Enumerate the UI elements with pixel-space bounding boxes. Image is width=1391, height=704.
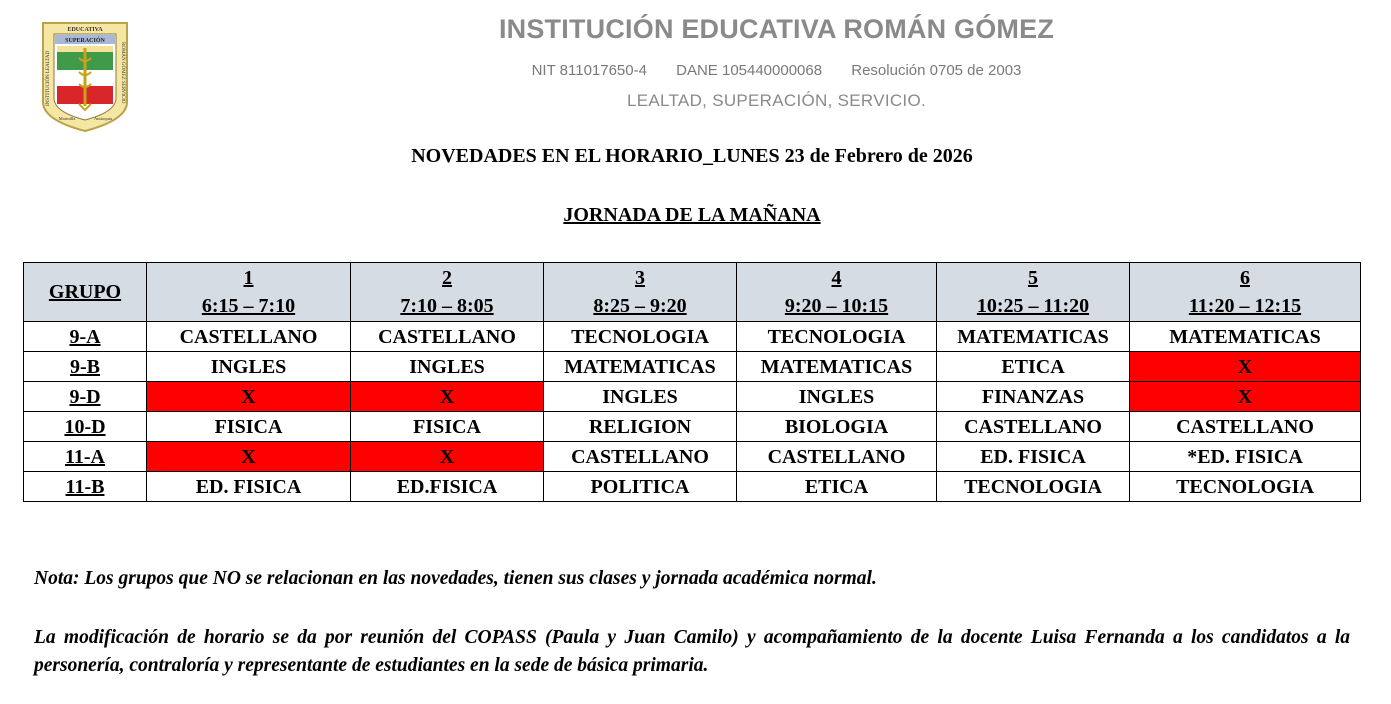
column-header-group: GRUPO: [24, 263, 147, 322]
table-row: [24, 442, 1361, 472]
subject-cell: ETICA: [737, 472, 937, 502]
column-header-period: 2 7:10 – 8:05: [351, 263, 544, 322]
institution-ids: NIT 811017650-4 DANE 105440000068 Resolución 0705 de 2003: [531, 62, 1022, 79]
subject-cell: INGLES: [147, 352, 351, 382]
subject-cell: FINANZAS: [937, 382, 1130, 412]
subject-cell: RELIGION: [544, 412, 737, 442]
table-header-row: [24, 263, 1361, 322]
subject-cell: TECNOLOGIA: [937, 472, 1130, 502]
cancelled-class-cell: X: [1130, 352, 1361, 382]
group-cell: 9-D: [24, 382, 147, 412]
subject-cell: BIOLOGIA: [737, 412, 937, 442]
subject-cell: ED. FISICA: [937, 442, 1130, 472]
subject-cell: INGLES: [351, 352, 544, 382]
subject-cell: MATEMATICAS: [544, 352, 737, 382]
subject-cell: TECNOLOGIA: [1130, 472, 1361, 502]
subject-cell: ETICA: [937, 352, 1130, 382]
column-header-period: 1 6:15 – 7:10: [147, 263, 351, 322]
logo-right-text: ROMÁN GÓMEZ SERVICIO: [120, 42, 125, 104]
table-row: [24, 322, 1361, 352]
column-header-period: 3 8:25 – 9:20: [544, 263, 737, 322]
schedule-table: [23, 262, 1361, 502]
document-title: NOVEDADES EN EL HORARIO_LUNES 23 de Febrero de 2026: [411, 145, 973, 167]
group-cell: 11-A: [24, 442, 147, 472]
subject-cell: TECNOLOGIA: [544, 322, 737, 352]
cancelled-class-cell: X: [351, 442, 544, 472]
subject-cell: FISICA: [147, 412, 351, 442]
subject-cell: INGLES: [737, 382, 937, 412]
cancelled-class-cell: X: [147, 382, 351, 412]
logo-left-text: INSTITUCIÓN LEALTAD: [46, 50, 51, 106]
subject-cell: CASTELLANO: [937, 412, 1130, 442]
subject-cell: POLITICA: [544, 472, 737, 502]
column-header-period: 4 9:20 – 10:15: [737, 263, 937, 322]
subject-cell: CASTELLANO: [1130, 412, 1361, 442]
group-cell: 9-A: [24, 322, 147, 352]
subject-cell: MATEMATICAS: [1130, 322, 1361, 352]
subject-cell: CASTELLANO: [351, 322, 544, 352]
group-cell: 9-B: [24, 352, 147, 382]
table-row: [24, 352, 1361, 382]
column-header-period: 6 11:20 – 12:15: [1130, 263, 1361, 322]
note-normal-schedule: Nota: Los grupos que NO se relacionan en las novedades, tienen sus clases y jornada académica normal.: [34, 568, 877, 589]
institution-motto: LEALTAD, SUPERACIÓN, SERVICIO.: [626, 91, 927, 110]
column-header-period: 5 10:25 – 11:20: [937, 263, 1130, 322]
logo-band-text: SUPERACIÓN: [65, 38, 105, 44]
subject-cell: MATEMATICAS: [937, 322, 1130, 352]
subject-cell: CASTELLANO: [737, 442, 937, 472]
institution-name: INSTITUCIÓN EDUCATIVA ROMÁN GÓMEZ: [498, 14, 1055, 44]
table-row: [24, 382, 1361, 412]
subject-cell: INGLES: [544, 382, 737, 412]
subject-cell: ED. FISICA: [147, 472, 351, 502]
group-cell: 11-B: [24, 472, 147, 502]
subject-cell: FISICA: [351, 412, 544, 442]
table-row: [24, 472, 1361, 502]
subject-cell: TECNOLOGIA: [737, 322, 937, 352]
note-change-reason: La modificación de horario se da por reunión del COPASS (Paula y Juan Camilo) y acompañamiento de la docente Luisa Fernanda a los candidatos a la personería, contraloría y representante de estudiantes en la sede de básica primaria.: [34, 627, 1350, 676]
subject-cell: ED.FISICA: [351, 472, 544, 502]
cancelled-class-cell: X: [351, 382, 544, 412]
subject-cell: *ED. FISICA: [1130, 442, 1361, 472]
cancelled-class-cell: X: [1130, 382, 1361, 412]
subject-cell: CASTELLANO: [147, 322, 351, 352]
logo-bottom-left: Marinilla: [58, 116, 76, 121]
table-row: [24, 412, 1361, 442]
subject-cell: CASTELLANO: [544, 442, 737, 472]
group-cell: 10-D: [24, 412, 147, 442]
subject-cell: MATEMATICAS: [737, 352, 937, 382]
logo-top-text: EDUCATIVA: [67, 27, 103, 33]
document-subtitle: JORNADA DE LA MAÑANA: [563, 204, 821, 226]
cancelled-class-cell: X: [147, 442, 351, 472]
logo-bottom-right: Antioquia: [94, 116, 112, 121]
